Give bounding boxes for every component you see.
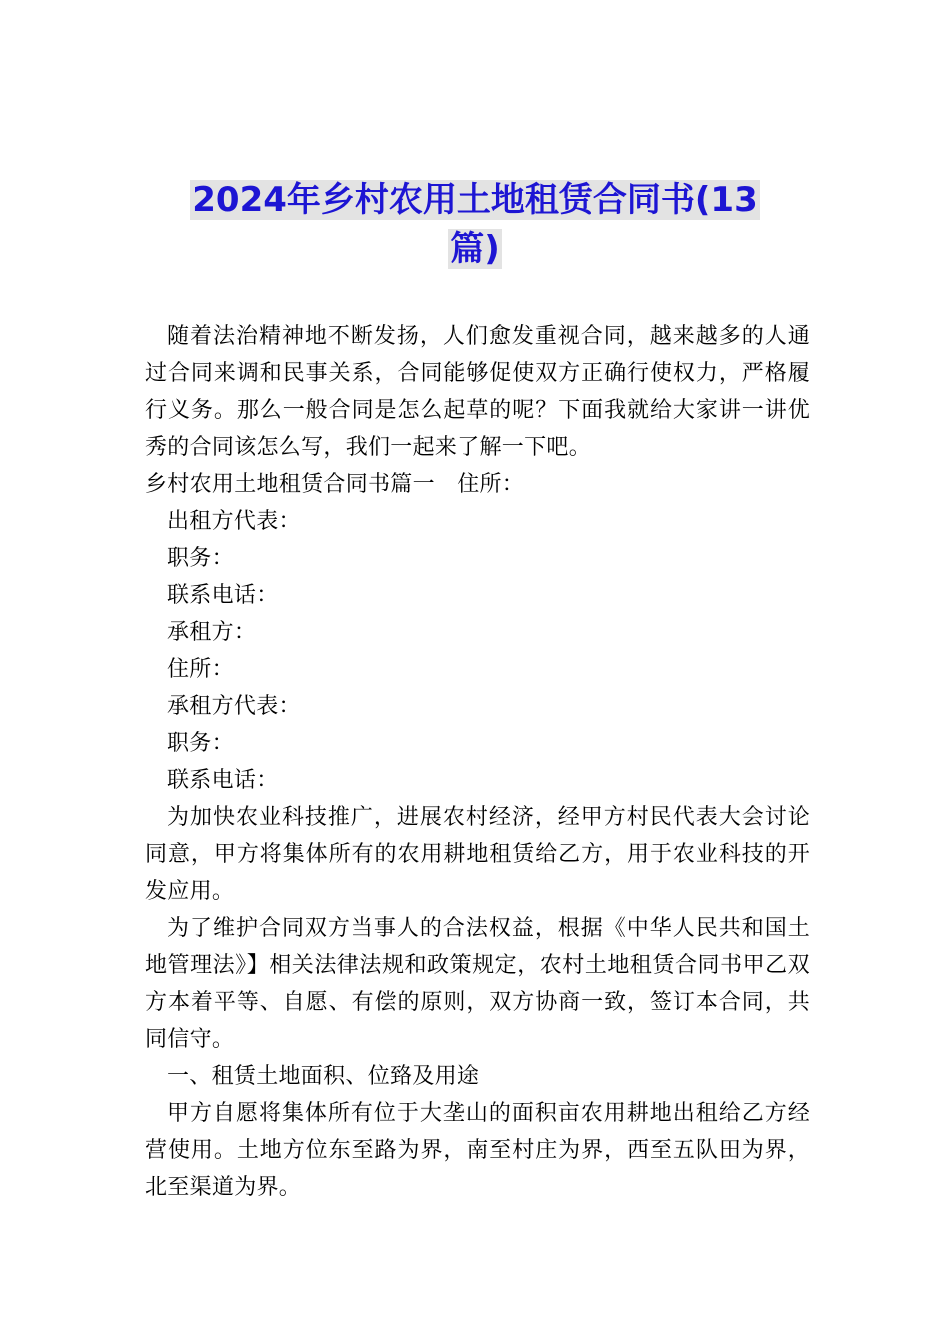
- lessor-representative-field: 出租方代表：: [167, 509, 301, 534]
- section-heading: 乡村农用土地租赁合同书篇一 住所：: [145, 472, 525, 497]
- intro-paragraph: 随着法治精神地不断发扬，人们愈发重视合同，越来越多的人通过合同来调和民事关系，合同能够促使双方正确行使权力，严格履行义务。那么一般合同是怎么起草的呢？下面我就给大家讲一讲优秀的合同该怎么写，我们一起来了解一下吧。: [145, 324, 810, 460]
- clause-1-paragraph: 甲方自愿将集体所有位于大垄山的面积亩农用耕地出租给乙方经营使用。土地方位东至路为界，南至村庄为界，西至五队田为界，北至渠道为界。: [145, 1101, 810, 1200]
- purpose-paragraph: 为加快农业科技推广，进展农村经济，经甲方村民代表大会讨论同意，甲方将集体所有的农用耕地租赁给乙方，用于农业科技的开发应用。: [145, 805, 810, 904]
- lessor-phone-field: 联系电话：: [167, 583, 279, 608]
- lessee-address-field: 住所：: [167, 657, 234, 682]
- document-title: [140, 176, 810, 274]
- lessee-field: 承租方：: [167, 620, 257, 645]
- title-line-2: 篇): [450, 229, 500, 269]
- legal-basis-paragraph: 为了维护合同双方当事人的合法权益，根据《中华人民共和国土地管理法》】相关法律法规和政策规定，农村土地租赁合同书甲乙双方本着平等、自愿、有偿的原则，双方协商一致，签订本合同，共同信守。: [145, 916, 810, 1052]
- lessee-representative-field: 承租方代表：: [167, 694, 301, 719]
- document-body: [145, 318, 810, 1206]
- lessee-phone-field: 联系电话：: [167, 768, 279, 793]
- title-line-1: 2024年乡村农用土地租赁合同书(13: [192, 180, 758, 220]
- lessee-duty-field: 职务：: [167, 731, 234, 756]
- clause-1-heading: 一、租赁土地面积、位臵及用途: [167, 1064, 480, 1089]
- lessor-duty-field: 职务：: [167, 546, 234, 571]
